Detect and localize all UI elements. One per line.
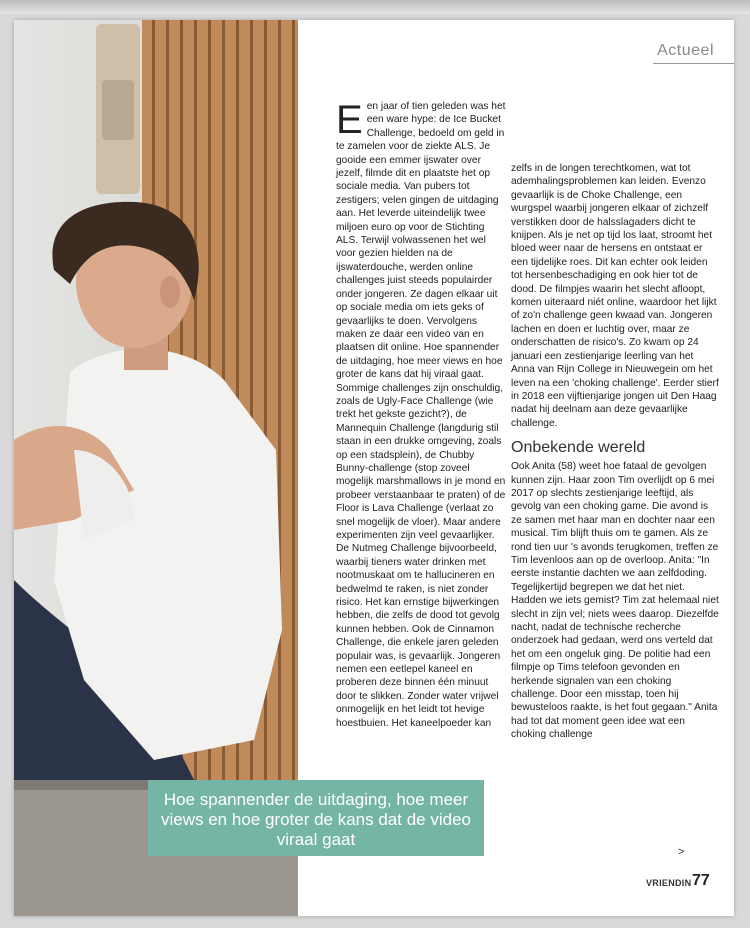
page-top-edge — [0, 0, 750, 14]
intro-paragraph: en jaar of tien geleden was het een ware hype: de Ice Bucket Challenge, bedoeld om geld in te zamelen voor de ziekte ALS. Je gooide een emmer ijswater over jezelf, filmde dit en plaatste het op sociale media. Van pubers tot zestigers; velen gingen de uitdaging aan. Het leverde uiteindelijk twee miljoen euro op voor de Stichting ALS. Terwijl volwassenen het wel voor gezien hielden na de ijswaterdouche, werden online challenges juist steeds populairder onder jongeren. Ze dagen elkaar uit op sociale media om iets geks of gevaarlijks te doen. Vervolgens maken ze daar een video van en plaatsen dit online. Hoe spannender de uitdaging, hoe meer views en hoe groter de kans dat hij viraal gaat. Sommige challenges zijn onschuldig, zoals de Ugly-Face Challenge (wie trekt het gekste gezicht?), de Mannequin Challenge (langdurig stil staan in een drukke omgeving, zoals op een stadsplein), de Chubby Bunny-challenge (stop zoveel mogelijk marshmallows in je mond en probeer verstaanbaar te praten) of de Floor is Lava Challenge (verlaat zo snel mogelijk de vloer). Maar andere experimenten zijn veel gevaarlijker. — [336, 101, 506, 541]
magazine-name: VRIENDIN — [646, 878, 692, 888]
continue-arrow-icon: > — [678, 846, 685, 858]
pull-quote: Hoe spannender de uitdaging, hoe meer views en hoe groter de kans dat de video viraal gaat — [148, 780, 484, 856]
page-number: 77 — [692, 872, 710, 889]
section-label: Actueel — [657, 42, 714, 59]
article-column-1 — [336, 100, 508, 730]
subheading: Onbekende wereld — [511, 439, 646, 457]
magazine-page — [14, 20, 734, 916]
drop-cap: E — [336, 98, 363, 142]
article-column-2 — [511, 162, 719, 742]
body-paragraph: Ook Anita (58) weet hoe fataal de gevolgen kunnen zijn. Haar zoon Tim overlijdt op 6 mei 2017 op slechts zestienjarige leeftijd, als gevolg van een choking game. Die avond is ze samen met haar man en dochter naar een musical. Tim blijft thuis om te gamen. Als ze rond tien uur 's avonds terugkomen, treffen ze Tim levenloos aan op de overloop. Anita: "In eerste instantie dachten we aan zelfdoding. Tegelijkertijd begrepen we dat het niet. Hadden we iets gemist? Tim zat helemaal niet slecht in zijn vel; niets wees daarop. Diezelfde nacht, nadat de technische recherche onderzoek had gedaan, werd ons verteld dat het om een ongeluk ging. De politie had een filmpje op Tims telefoon gevonden en herkende signalen van een choking challenge. Door een misstap, toen hij bewusteloos raakte, is het fout gegaan." Anita had tot dat moment geen idee wat een choking challenge — [511, 461, 719, 741]
body-paragraph: zelfs in de longen terechtkomen, wat tot ademhalingsproblemen kan leiden. Evenzo gevaarlijk is de Choke Challenge, een wurgspel waarbij jongeren elkaar of zichzelf verstikken door de halsslagaders dicht te knijpen. Als je net op tijd los laat, stroomt het bloed weer naar de hersens en ontstaat er een tijdelijke roes. Dit kan echter ook leiden tot hersenbeschadiging en ook hier tot de dood. De filmpjes waarin het slecht afloopt, komen uiteraard niét online, waardoor het lijkt of zo'n challenge geen kwaad van. Jongeren lachen en doen er luchtig over, maar ze onderschatten de risico's. Zo kwam op 24 januari een zestienjarige leerling van het Anna van Rijn College in Nieuwegein om het leven na een 'choking challenge'. Eerder stierf in 2018 een vijftienjarige jongen uit Den Haag nadat hij deelnam aan deze gevaarlijke challenge. — [511, 163, 719, 429]
body-paragraph: De Nutmeg Challenge bijvoorbeeld, waarbij tieners water drinken met nootmuskaat om te hallucineren en bedwelmd te raken, is niet zonder risico. Het kan ernstige bijwerkingen hebben, die zelfs de dood tot gevolg kunnen hebben. Ook de Cinnamon Challenge, die enkele jaren geleden populair was, is gevaarlijk. Jongeren nemen een eetlepel kaneel en proberen deze binnen één minuut door te slikken. Zonder water vrijwel onmogelijk en het leidt tot hevige hoestbuien. Het kaneelpoeder kan — [336, 543, 501, 729]
